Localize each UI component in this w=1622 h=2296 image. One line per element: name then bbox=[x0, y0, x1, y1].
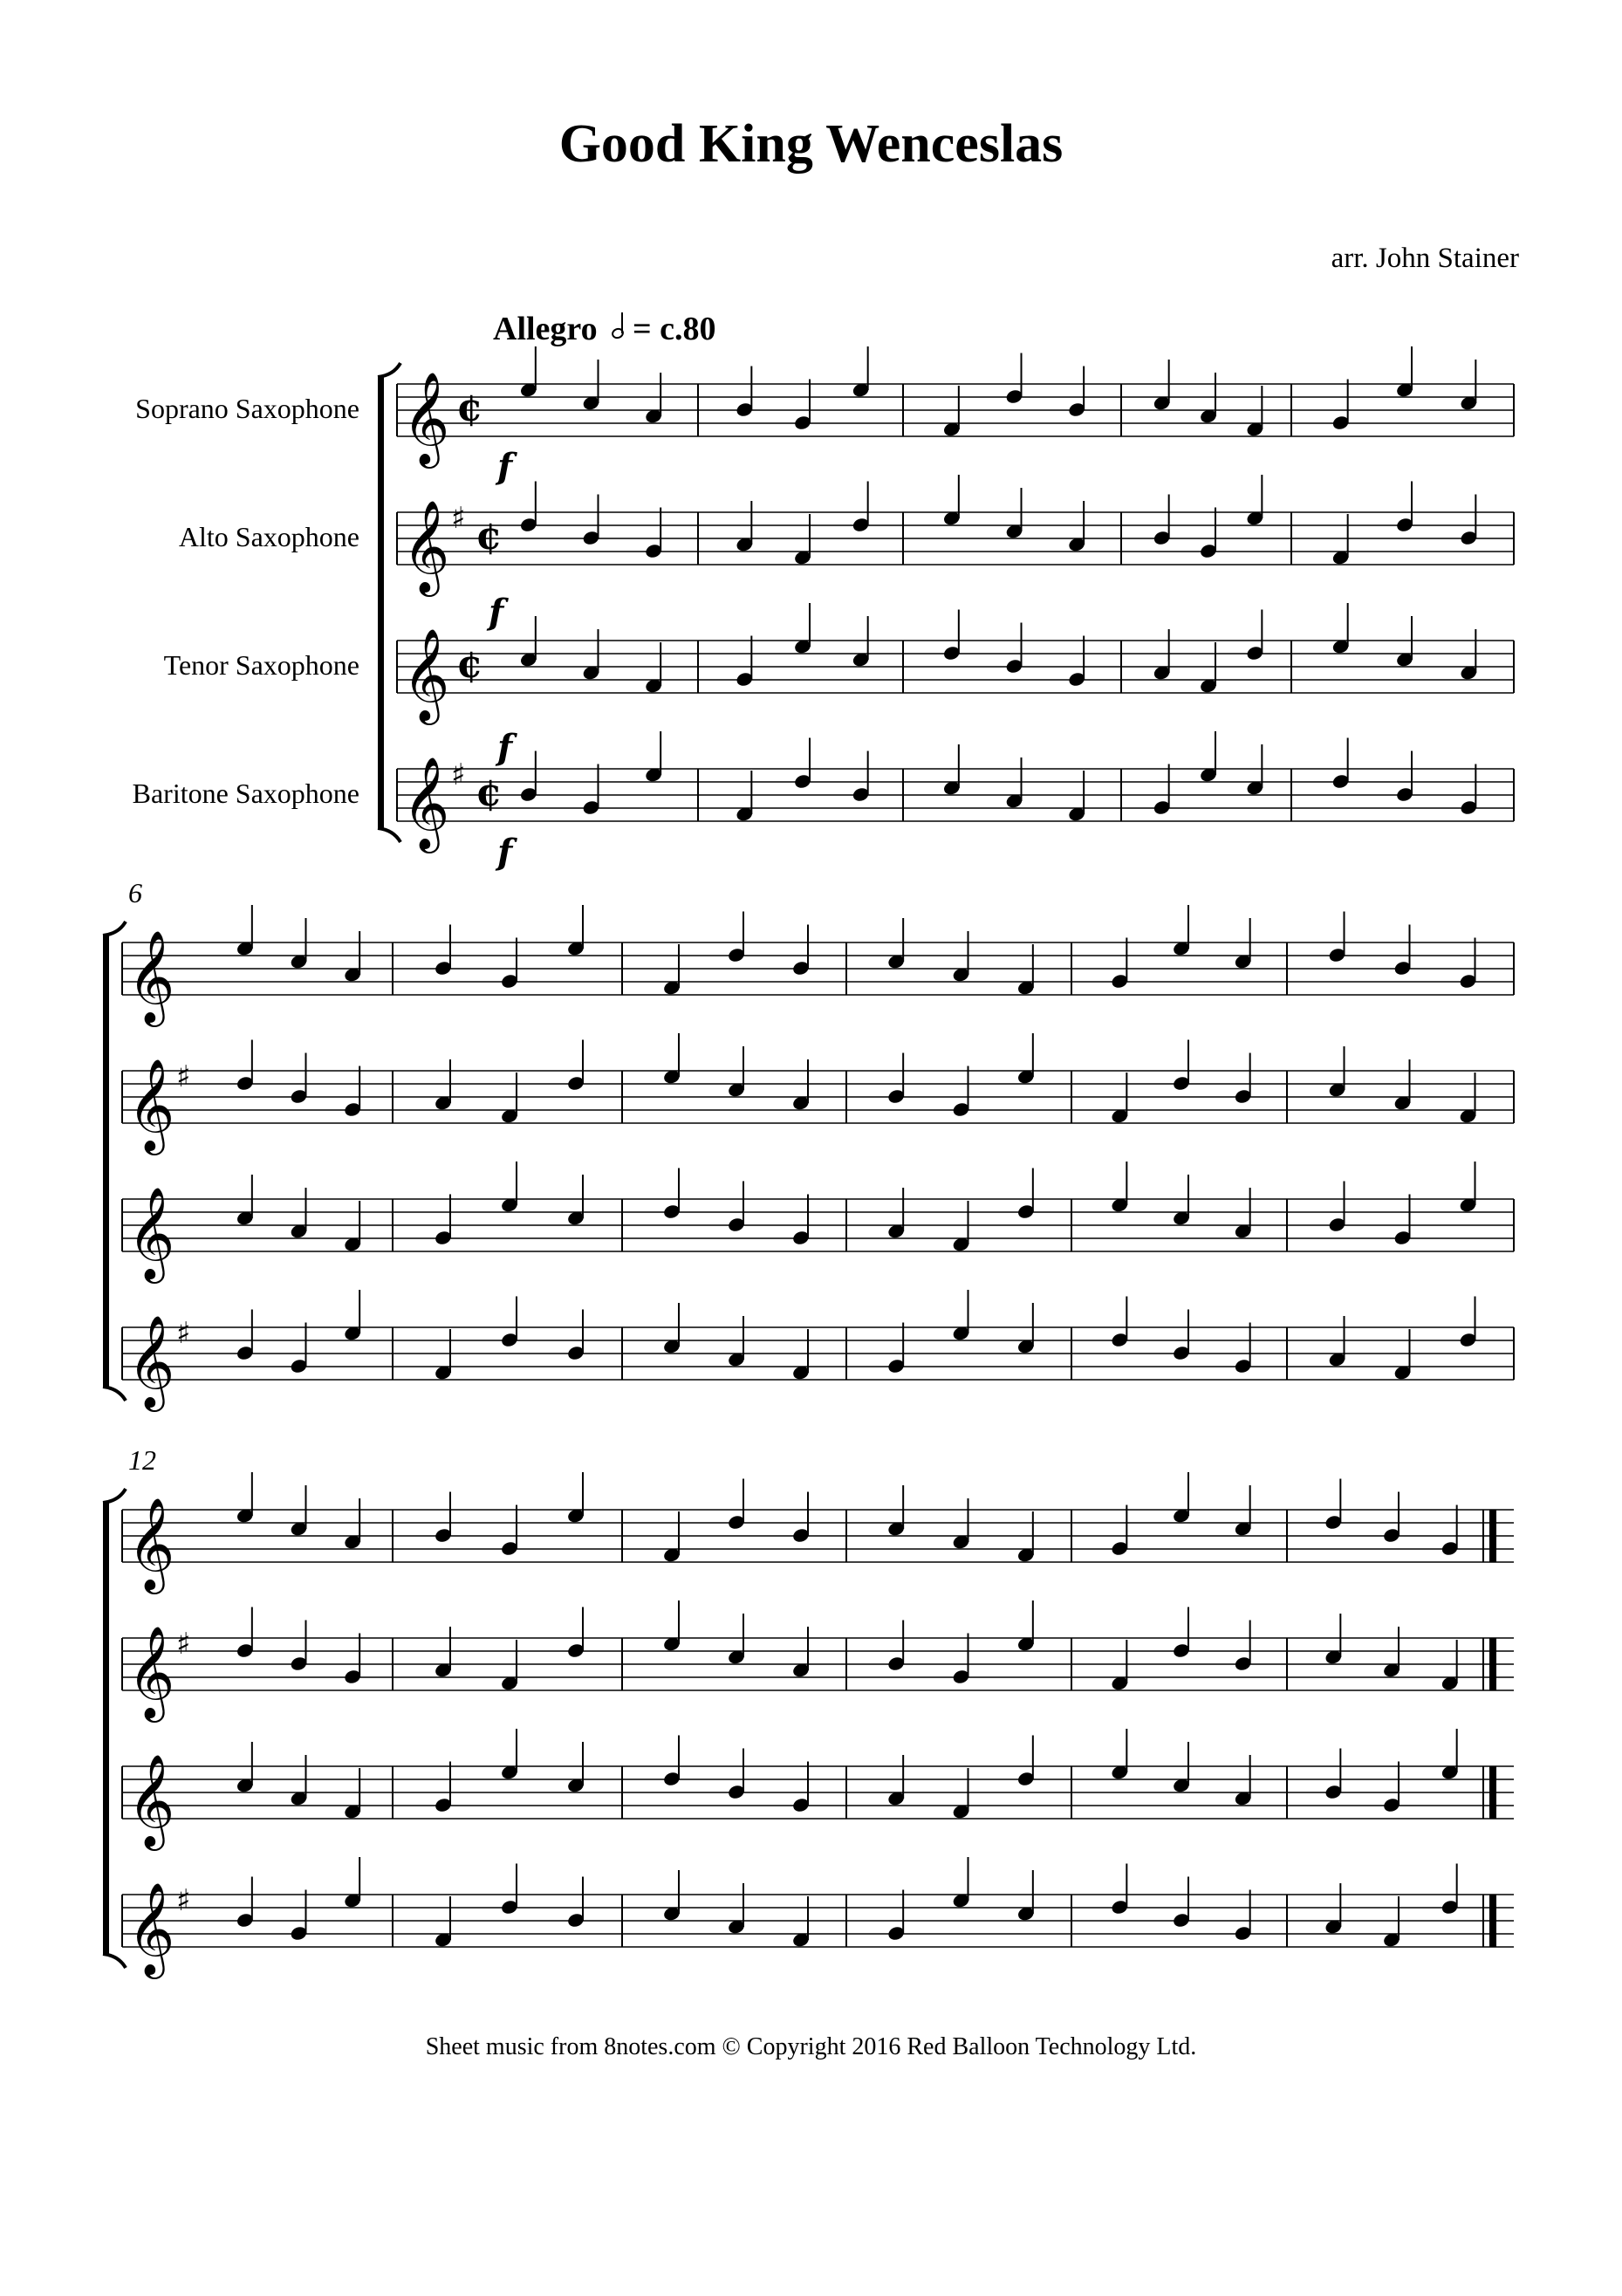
measure-number-system-2: 6 bbox=[128, 877, 142, 908]
instrument-label-baritone: Baritone Saxophone bbox=[132, 778, 359, 809]
dynamic-forte: f bbox=[497, 727, 513, 768]
final-barline bbox=[1489, 1638, 1496, 1690]
system-bracket bbox=[103, 1503, 109, 1954]
treble-clef: 𝄞 bbox=[127, 1753, 175, 1847]
system-bracket bbox=[103, 936, 109, 1387]
system-bracket-top bbox=[103, 922, 126, 936]
dynamic-forte: f bbox=[489, 592, 504, 633]
instrument-label-soprano: Soprano Saxophone bbox=[135, 393, 359, 424]
treble-clef: 𝄞 bbox=[402, 627, 450, 721]
key-signature-sharp: ♯ bbox=[176, 1883, 191, 1918]
dynamic-forte: f bbox=[497, 446, 513, 487]
final-barline bbox=[1489, 1895, 1496, 1947]
treble-clef: 𝄞 bbox=[402, 371, 450, 464]
key-signature-sharp: ♯ bbox=[451, 501, 466, 536]
system-bracket-top bbox=[103, 1489, 126, 1503]
time-signature-cut: ¢ bbox=[456, 642, 483, 687]
time-signature-cut: ¢ bbox=[476, 514, 503, 559]
page-title: Good King Wenceslas bbox=[558, 114, 1064, 174]
instrument-label-alto: Alto Saxophone bbox=[178, 521, 359, 552]
treble-clef: 𝄞 bbox=[127, 1186, 175, 1279]
treble-clef: 𝄞 bbox=[402, 499, 450, 593]
treble-clef: 𝄞 bbox=[127, 1058, 175, 1151]
system-bracket-bottom bbox=[103, 1954, 126, 1968]
arranger-credit: arr. John Stainer bbox=[1331, 243, 1519, 274]
system-bracket-bottom bbox=[378, 828, 400, 842]
system-bracket bbox=[378, 377, 384, 828]
time-signature-cut: ¢ bbox=[456, 386, 483, 430]
treble-clef: 𝄞 bbox=[127, 1314, 175, 1408]
system-bracket-bottom bbox=[103, 1387, 126, 1401]
tempo-value: = c.80 bbox=[633, 311, 716, 347]
treble-clef: 𝄞 bbox=[127, 1881, 175, 1975]
measure-number-system-3: 12 bbox=[128, 1444, 156, 1476]
treble-clef: 𝄞 bbox=[402, 756, 450, 849]
final-barline bbox=[1489, 1766, 1496, 1819]
final-barline bbox=[1489, 1510, 1496, 1562]
treble-clef: 𝄞 bbox=[127, 1625, 175, 1718]
instrument-label-tenor: Tenor Saxophone bbox=[163, 649, 359, 681]
copyright-footer: Sheet music from 8notes.com © Copyright 2016 Red Balloon Technology Ltd. bbox=[425, 2033, 1197, 2060]
treble-clef: 𝄞 bbox=[127, 929, 175, 1023]
key-signature-sharp: ♯ bbox=[176, 1316, 191, 1351]
key-signature-sharp: ♯ bbox=[451, 757, 466, 792]
tempo-marking: Allegro bbox=[493, 311, 598, 347]
key-signature-sharp: ♯ bbox=[176, 1059, 191, 1094]
time-signature-cut: ¢ bbox=[476, 771, 503, 815]
key-signature-sharp: ♯ bbox=[176, 1627, 191, 1662]
system-bracket-top bbox=[378, 363, 400, 377]
dynamic-forte: f bbox=[497, 832, 513, 873]
treble-clef: 𝄞 bbox=[127, 1497, 175, 1590]
